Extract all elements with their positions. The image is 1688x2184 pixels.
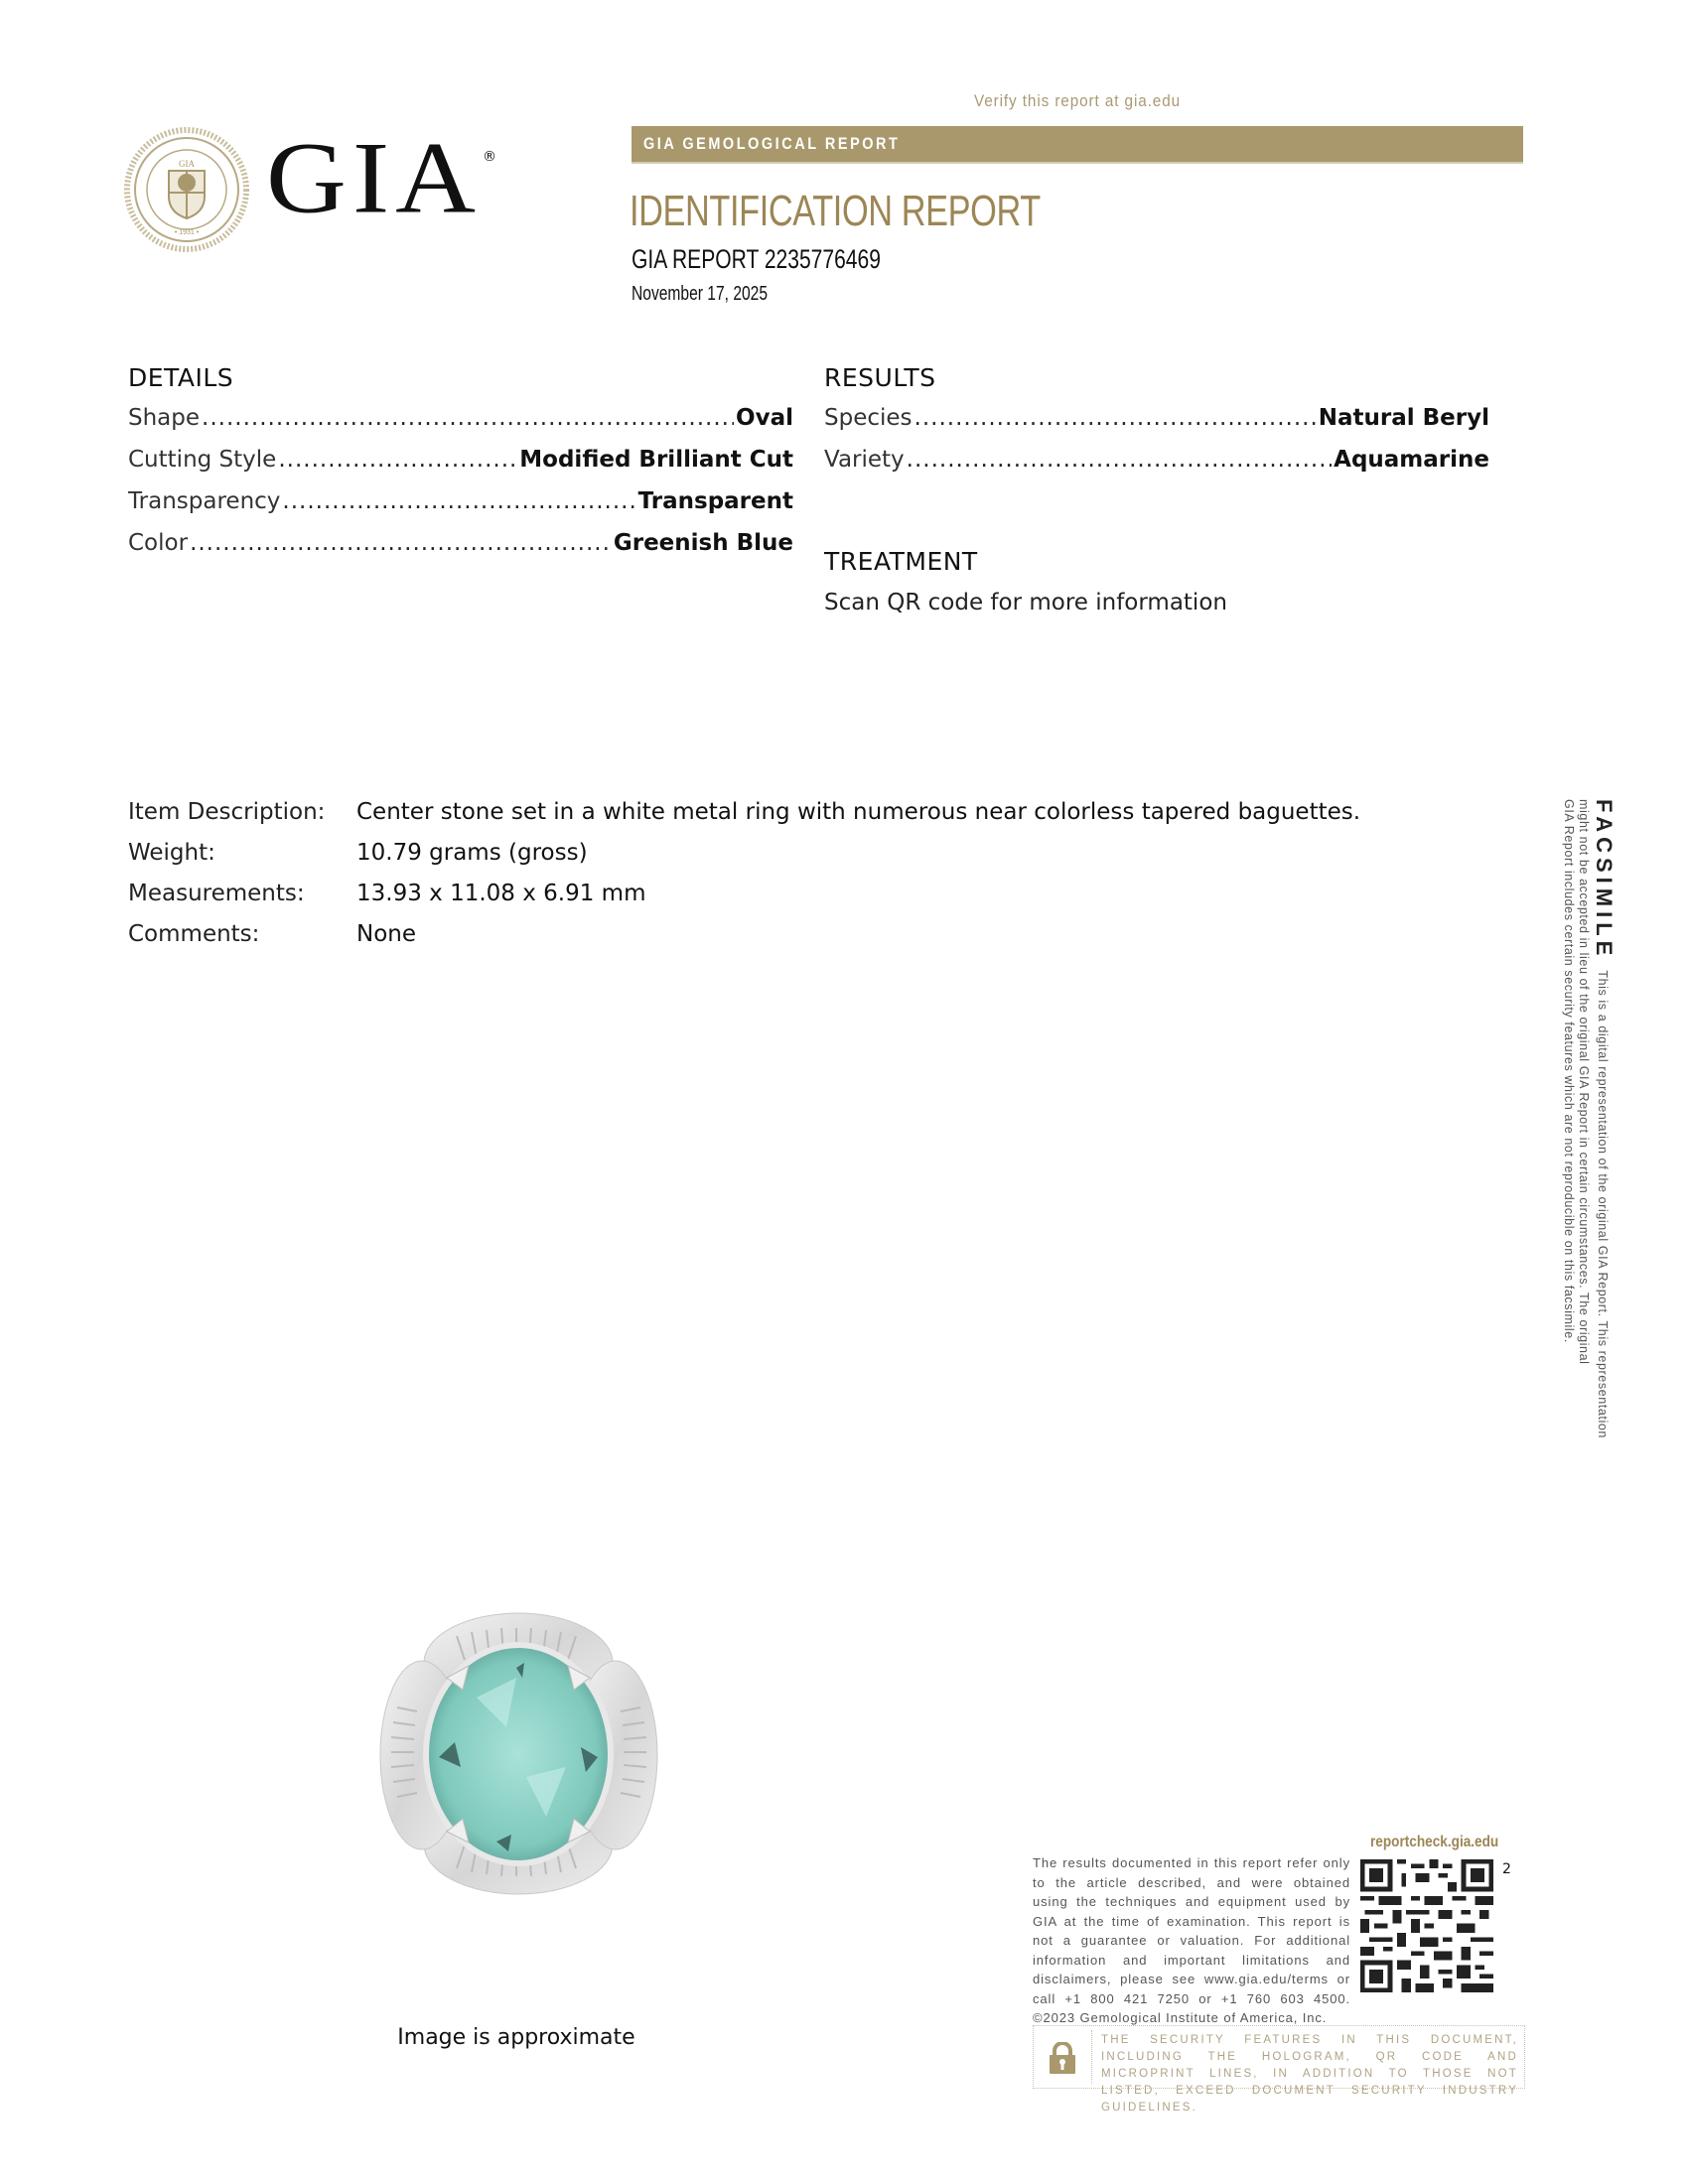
facsimile-line-3: GIA Report includes certain security features which are not reproducible on this facsimile. [1562, 799, 1576, 1343]
report-number: GIA REPORT 2235776469 [632, 244, 881, 274]
gia-seal-logo [124, 127, 249, 252]
result-row-species [824, 405, 1489, 431]
details-heading: DETAILS [128, 363, 234, 392]
item-label: Weight: [128, 840, 215, 866]
detail-label: Transparency [128, 488, 281, 514]
leader-dots [914, 405, 1317, 431]
detail-value: Modified Brilliant Cut [519, 447, 793, 473]
item-label: Comments: [128, 921, 260, 947]
disclaimer-text: The results documented in this report refer only to the article described, and were obtained using the techniques and equipment used by GIA at the time of examination. This report is not a guarantee or valuation. For additional information and important limitations and disclaimers, please see www.gia.edu/terms or call +1 800 421 7250 or +1 760 603 4500. ©2023 Gemological Institute of America, Inc. [1033, 1855, 1350, 2025]
facsimile-notice [1537, 799, 1617, 1438]
facsimile-line-1: This is a digital representation of the original GIA Report. This representation [1596, 970, 1610, 1438]
banner-label: GIA GEMOLOGICAL REPORT [643, 134, 901, 153]
detail-label: Shape [128, 405, 201, 431]
security-notice-box [1033, 2025, 1525, 2114]
result-value: Aquamarine [1334, 447, 1489, 473]
item-value: 13.93 x 11.08 x 6.91 mm [356, 881, 646, 906]
leader-dots [278, 447, 517, 473]
report-date: November 17, 2025 [632, 283, 769, 305]
detail-row-color [128, 530, 793, 556]
item-row-comments [128, 921, 416, 947]
svg-text:• 1931 •: • 1931 • [174, 229, 200, 236]
svg-text:GIA: GIA [179, 159, 195, 169]
treatment-text: Scan QR code for more information [824, 590, 1227, 615]
qr-code[interactable] [1360, 1859, 1493, 1992]
item-value: 10.79 grams (gross) [356, 840, 588, 866]
result-value: Natural Beryl [1318, 405, 1489, 431]
result-label: Species [824, 405, 913, 431]
security-text: THE SECURITY FEATURES IN THIS DOCUMENT, INCLUDING THE HOLOGRAM, QR CODE AND MICROPRINT LINES, IN ADDITION TO THOSE NOT LISTED, EXCEED DOCUMENT SECURITY INDUSTRY GUIDELINES. [1101, 2034, 1518, 2114]
lock-icon [1048, 2042, 1077, 2074]
leader-dots [282, 488, 635, 514]
item-row-description [128, 799, 1360, 825]
item-row-measurements [128, 881, 646, 906]
ring-photo [377, 1608, 660, 1896]
divider [1091, 2030, 1092, 2084]
detail-row-transparency [128, 488, 793, 514]
item-row-weight [128, 840, 588, 866]
results-heading: RESULTS [824, 363, 936, 392]
facsimile-line-2: might not be accepted in lieu of the original GIA Report in certain circumstances. The original [1577, 799, 1591, 1365]
image-caption: Image is approximate [397, 2025, 635, 2050]
detail-row-shape [128, 405, 793, 431]
report-banner [632, 126, 1523, 162]
detail-value: Transparent [637, 488, 793, 514]
reportcheck-link[interactable]: reportcheck.gia.edu [1370, 1834, 1499, 1850]
detail-label: Color [128, 530, 189, 556]
page-number: 2 [1502, 1861, 1511, 1877]
result-label: Variety [824, 447, 905, 473]
item-label: Measurements: [128, 881, 305, 906]
detail-value: Greenish Blue [613, 530, 793, 556]
verify-link[interactable]: Verify this report at gia.edu [973, 91, 1182, 110]
detail-row-cutting-style [128, 447, 793, 473]
item-value: Center stone set in a white metal ring with numerous near colorless tapered baguettes. [356, 799, 1361, 825]
item-value: None [356, 921, 417, 947]
leader-dots [190, 530, 612, 556]
detail-value: Oval [736, 405, 793, 431]
gia-wordmark: GIA [266, 121, 483, 235]
treatment-heading: TREATMENT [824, 547, 978, 576]
report-type-title: IDENTIFICATION REPORT [630, 187, 1041, 235]
item-label: Item Description: [128, 799, 326, 825]
result-row-variety [824, 447, 1489, 473]
facsimile-title: FACSIMILE [1592, 799, 1617, 961]
detail-label: Cutting Style [128, 447, 277, 473]
leader-dots [202, 405, 734, 431]
registered-mark: ® [483, 149, 496, 165]
leader-dots [907, 447, 1332, 473]
